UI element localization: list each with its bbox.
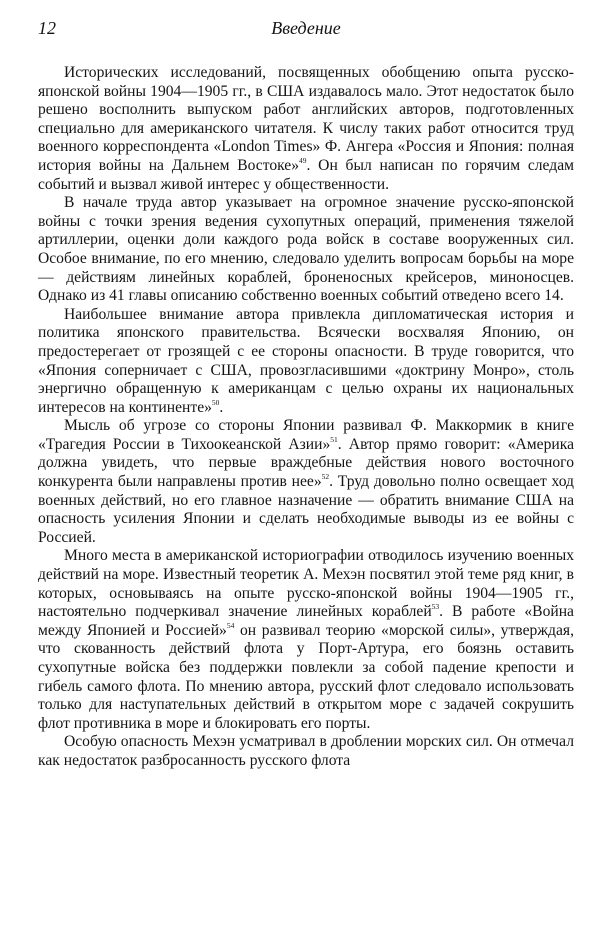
footnote-ref: 51 (330, 434, 338, 444)
footnote-ref: 54 (226, 620, 235, 630)
paragraph-3 (38, 306, 574, 418)
text-segment: Исторических исследований, посвященных обобщению опыта русско-японской войны 1904—1905 гг., в США издавалось мало. Этот недостаток было решено восполнить выпуском работ английских авторов, подготовленных специально для американского читателя. К числу таких работ относится труд военного корреспондента «London Times» Ф. Ангера «Россия и Япония: полная история войны на Дальнем Востоке» (38, 64, 574, 174)
text-segment: В начале труда автор указывает на огромное значение русско-японской войны с точки зрения ведения сухопутных операций, применения тяжелой артиллерии, оценки доли каждого рода войск в составе вооруженных сил. Особое внимание, по его мнению, следовало уделить вопросам борьбы на море — действиям линейных кораблей, броненосных крейсеров, миноносцев. Однако из 41 главы описанию собственно военных событий отведено всего 14. (38, 194, 574, 305)
text-segment: Много места в американской историографии отводилось изучению военных действий на море. Известный теоретик А. Мехэн посвятил этой теме ряд книг, в которых, основываясь на опыте русско-японской войны 1904—1905 гг., настоятельно подчеркивал значение линейных кораблей (38, 547, 574, 621)
paragraph-6 (38, 733, 574, 770)
paragraph-1 (38, 64, 574, 194)
text-segment: Наибольшее внимание автора привлекла дипломатическая история и политика японского правительства. Всячески восхваляя Японию, он предостерегает от грозящей с ее стороны опасности. В труде говорится, что «Япония соперничает с США, провозгласившими «доктрину Монро», столь энергично обращенную к американцам с целью охраны их национальных интересов на континенте» (38, 305, 574, 416)
footnote-ref: 52 (321, 472, 330, 482)
book-page (38, 18, 574, 771)
text-segment: он развивал теорию «морской силы», утверждая, что скованность действий флота у Порт-Артура, его боязнь оставить сухопутные войска без поддержки повлекли за собой падение крепости и гибель самого флота. По мнению автора, русский флот следовало использовать только для наступательных действий в открытом море с задачей сокрушить флот противника в море и блокировать его порты. (38, 621, 574, 732)
body-text (38, 64, 574, 771)
page-number: 12 (38, 18, 56, 38)
text-segment: Мысль об угрозе со стороны Японии развивал Ф. Маккормик в книге «Трагедия России в Тихоокеанской Азии» (38, 417, 574, 453)
running-title: Введение (271, 18, 341, 38)
footnote-ref: 49 (299, 155, 307, 165)
paragraph-2 (38, 194, 574, 306)
footnote-ref: 53 (431, 602, 440, 612)
paragraph-4 (38, 417, 574, 547)
text-segment: . Автор прямо говорит: «Америка должна увидеть, что первые враждебные действия нового восточного конкурента были направлены против нее» (38, 435, 574, 491)
page-header (38, 18, 574, 48)
text-segment: . Он был написан по горячим следам событий и вызвал живой интерес у общественности. (38, 156, 574, 193)
text-segment: . В работе «Война между Японией и Россией» (38, 603, 574, 639)
text-segment: . Труд довольно полно освещает ход военных действий, но его главное назначение — обратить внимание США на опасность усиления Японии и сделать необходимые выводы из ее войны с Россией. (38, 473, 574, 546)
paragraph-5 (38, 547, 574, 733)
footnote-ref: 50 (211, 397, 220, 407)
text-segment: Особую опасность Мехэн усматривал в дроблении морских сил. Он отмечал как недостаток разбросанность русского флота (38, 733, 574, 769)
text-segment: . (219, 398, 224, 416)
